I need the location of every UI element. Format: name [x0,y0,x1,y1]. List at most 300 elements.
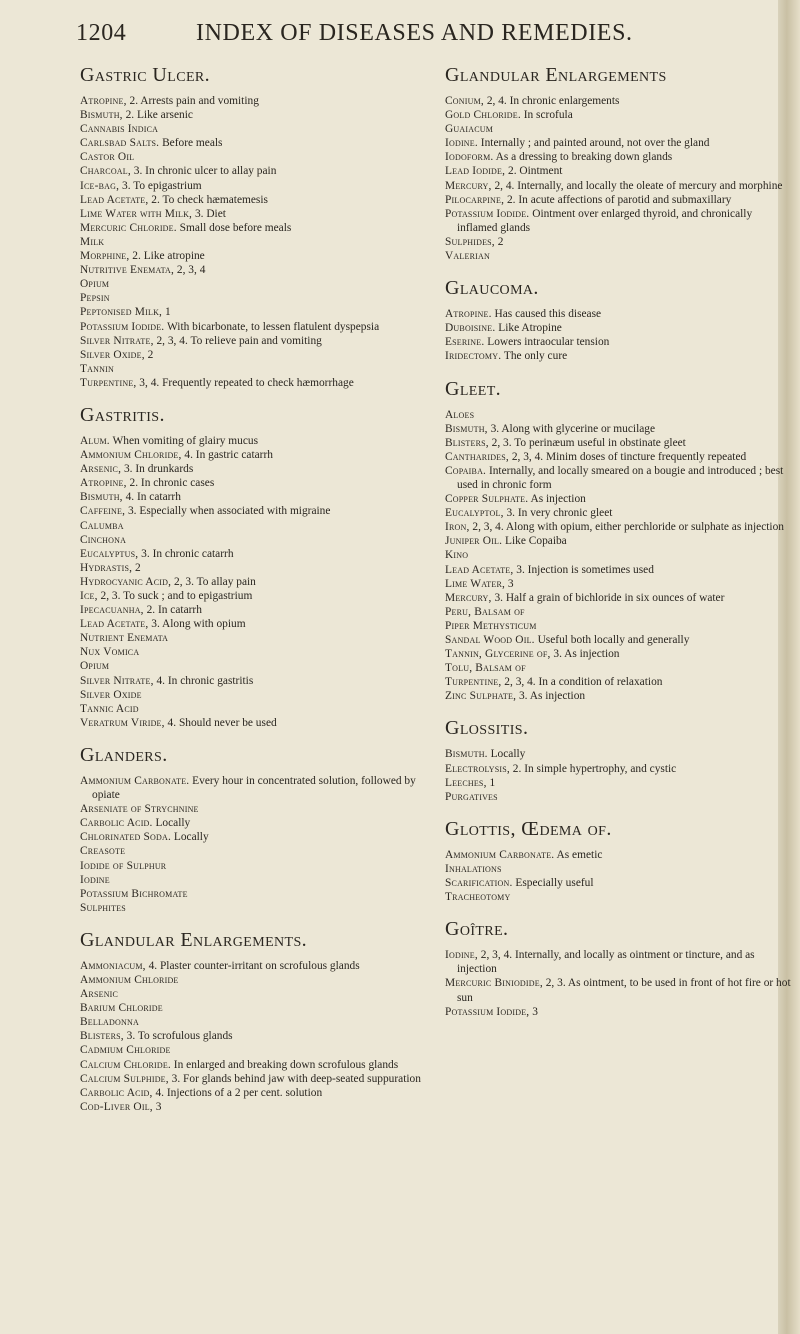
remedy-description: 2. Like atropine [129,250,205,263]
remedy-entry [445,321,795,335]
remedy-description: With bicarbonate, to lessen flatulent dyspepsia [164,320,380,333]
remedy-name: Silver Oxide [80,688,142,701]
remedy-entry [80,1029,430,1043]
section-heading: Goître. [445,918,509,941]
remedy-name: Ice, [80,590,98,602]
remedy-name: Turpentine, [80,376,137,389]
remedy-entry [445,1005,795,1019]
remedy-description: Before meals [159,137,223,150]
remedy-name: Lead Acetate, [445,563,514,576]
remedy-name: Valerian [445,250,490,263]
remedy-name: Ammonium Carbonate. [80,774,190,787]
remedy-name: Bismuth, [80,491,123,504]
section-heading: Glandular Enlargements [445,64,667,86]
remedy-entry [445,335,795,349]
remedy-description: When vomiting of glairy mucus [109,434,259,447]
remedy-entry [80,462,430,476]
remedy-entry [445,563,795,577]
remedy-description: 3. Along with glycerine or mucilage [487,422,656,435]
remedy-name: Silver Nitrate, [80,334,154,347]
remedy-entry [80,249,430,263]
remedy-entry [80,448,430,462]
remedy-entry [80,136,430,150]
remedy-description: 2. In chronic cases [126,477,215,490]
remedy-description: Locally [152,817,191,830]
remedy-entry [80,987,430,1001]
remedy-entry [80,476,430,490]
remedy-entry [80,291,430,305]
remedy-name: Ammonium Chloride, [80,449,182,462]
remedy-description: Lowers intraocular tension [484,336,610,349]
section-heading: Gastritis. [80,403,165,426]
remedy-name: Iridectomy. [445,350,502,363]
remedy-entry [445,122,795,136]
remedy-entry [80,973,430,987]
remedy-entry [445,577,795,591]
remedy-entry [80,1072,430,1086]
remedy-entry [445,619,795,633]
remedy-entry [80,887,430,901]
remedy-name: Duboisine. [445,322,496,335]
remedy-name: Cinchona [80,533,127,546]
remedy-entry [80,617,430,631]
section-heading: Gleet. [445,377,502,400]
remedy-name: Calcium Chloride. [80,1058,171,1071]
remedy-description: 2, 3, 4. To relieve pain and vomiting [153,334,322,347]
remedy-entry [445,436,795,450]
remedy-description: 3 [529,1005,538,1018]
remedy-name: Scarification. [445,877,513,890]
remedy-name: Atropine. [445,308,492,321]
remedy-description: 3. In very chronic gleet [503,507,613,520]
remedy-description: 4. In gastric catarrh [181,449,273,462]
remedy-entry [80,959,430,973]
remedy-name: Lime Water with Milk, [80,207,193,220]
remedy-entry [80,774,430,802]
remedy-name: Tannin, Glycerine of, [445,648,551,661]
section-heading: Glaucoma. [445,277,539,300]
remedy-name: Blisters, [80,1030,124,1043]
remedy-entry [80,830,430,844]
remedy-name: Castor Oil [80,151,135,164]
remedy-entry [80,645,430,659]
remedy-entry [445,506,795,520]
remedy-description: 2, 3, 4. Along with opium, either perchloride or sulphate as injection [469,521,784,534]
remedy-description: 1 [486,776,496,789]
remedy-name: Iodine [80,873,110,886]
remedy-name: Bismuth, [445,422,488,435]
remedy-entry [80,631,430,645]
remedy-entry [80,334,430,348]
remedy-name: Opium [80,660,110,673]
section-glandular-enlargements [80,929,430,1114]
remedy-entry [445,675,795,689]
remedy-entry [80,688,430,702]
remedy-name: Cadmium Chloride [80,1044,171,1057]
section-gastric-ulcer [80,64,430,390]
remedy-entry [80,561,430,575]
remedy-entry [80,504,430,518]
remedy-description: In scrofula [520,109,573,122]
page-number: 1204 [76,20,127,46]
remedy-name: Blisters, [445,436,489,449]
remedy-entry [80,235,430,249]
remedy-name: Belladonna [80,1016,139,1029]
entry-list [80,434,430,730]
remedy-name: Milk [80,235,105,248]
remedy-name: Morphine, [80,250,130,263]
entry-list [80,94,430,390]
remedy-name: Mercury, [445,591,492,604]
section-glandular-enlargements [445,64,795,263]
remedy-name: Nutrient Enemata [80,632,169,645]
remedy-entry [80,603,430,617]
remedy-description: As a dressing to breaking down glands [493,151,673,164]
remedy-name: Copaiba. [445,464,487,477]
entry-list [80,959,430,1114]
remedy-entry [80,589,430,603]
remedy-name: Pepsin [80,292,110,305]
remedy-name: Silver Nitrate, [80,674,154,687]
remedy-entry [445,94,795,108]
remedy-description: 2. In catarrh [143,604,202,617]
section-heading: Glandular Enlargements. [80,928,308,951]
remedy-entry [80,320,430,334]
remedy-description: 4. In chronic gastritis [153,674,254,687]
remedy-name: Purgatives [445,790,498,803]
remedy-entry [445,520,795,534]
remedy-description: 4. Plaster counter-irritant on scrofulous glands [145,959,360,972]
left-column [80,64,430,1128]
remedy-entry [80,221,430,235]
remedy-entry [80,901,430,915]
remedy-name: Sulphites [80,901,126,914]
remedy-description: Useful both locally and generally [534,634,690,646]
remedy-name: Lime Water, [445,577,506,590]
remedy-description: 4. Injections of a 2 per cent. solution [152,1086,323,1099]
remedy-description: 3. For glands behind jaw with deep-seated suppuration [168,1072,421,1085]
remedy-name: Charcoal, [80,165,131,178]
remedy-entry [80,844,430,858]
remedy-name: Ammonium Chloride [80,973,179,986]
remedy-description: 4. In catarrh [122,491,181,504]
remedy-name: Lead Iodide, [445,165,506,178]
remedy-name: Kino [445,549,469,562]
section-heading: Glossitis. [445,717,529,740]
remedy-description: 2 [494,235,504,248]
remedy-name: Potassium Iodide. [80,320,165,333]
remedy-entry [80,547,430,561]
remedy-name: Bismuth. [445,748,488,761]
remedy-name: Tolu, Balsam of [445,662,526,675]
remedy-description: 3. In drunkards [121,463,194,476]
remedy-entry [445,948,795,976]
remedy-description: Locally [171,831,209,844]
remedy-description: 2 [144,348,154,361]
remedy-name: Inhalations [445,862,502,875]
remedy-entry [445,150,795,164]
remedy-entry [445,207,795,235]
remedy-description: 2. In acute affections of parotid and submaxillary [504,193,732,206]
remedy-name: Iodoform. [445,151,494,164]
remedy-entry [445,249,795,263]
remedy-entry [445,548,795,562]
remedy-name: Aloes [445,408,475,421]
remedy-description: Ointment over enlarged thyroid, and chronically inflamed glands [457,207,753,234]
remedy-entry [80,376,430,390]
remedy-entry [80,94,430,108]
remedy-entry [445,661,795,675]
remedy-name: Leeches, [445,776,487,789]
page-header [76,20,776,47]
section-heading: Gastric Ulcer. [80,64,211,86]
remedy-name: Carbolic Acid. [80,817,153,830]
remedy-name: Bismuth, [80,109,123,122]
remedy-name: Arsenic [80,988,119,1001]
remedy-name: Creasote [80,845,126,858]
remedy-name: Nux Vomica [80,646,140,659]
entry-list [445,747,795,803]
remedy-entry [445,762,795,776]
remedy-description: Like Copaiba [502,535,567,548]
remedy-description: 3. As injection [550,648,620,661]
remedy-name: Chlorinated Soda. [80,831,172,844]
remedy-entry [80,207,430,221]
remedy-name: Atropine, [80,95,127,107]
remedy-name: Alum. [80,434,110,447]
remedy-name: Sandal Wood Oil. [445,634,535,646]
remedy-name: Caffeine, [80,505,126,518]
remedy-entry [80,277,430,291]
remedy-name: Gold Chloride. [445,109,521,122]
remedy-entry [80,108,430,122]
remedy-description: 1 [162,306,171,319]
remedy-name: Hydrocyanic Acid, [80,575,172,588]
remedy-description: Especially useful [512,877,594,890]
section-heading: Glanders. [80,743,168,766]
remedy-description: Locally [487,748,526,761]
section-heading: Glottis, Œdema of. [445,817,612,840]
section-gleet [445,378,795,704]
remedy-name: Veratrum Viride, [80,716,165,729]
remedy-entry [80,164,430,178]
remedy-name: Piper Methysticum [445,619,537,632]
remedy-name: Mercuric Chloride. [80,221,177,234]
remedy-entry [445,790,795,804]
remedy-name: Mercuric Biniodide, [445,977,543,990]
remedy-name: Cod-Liver Oil, [80,1100,153,1113]
remedy-description: 2, 3. To perinæum useful in obstinate gleet [488,436,686,449]
remedy-name: Ammonium Carbonate. [445,848,555,861]
remedy-entry [445,349,795,363]
remedy-name: Cannabis Indica [80,123,159,136]
remedy-entry [80,150,430,164]
section-glottis-dema-of [445,818,795,904]
entry-list [80,774,430,915]
remedy-description: 2, 3, 4. In a condition of relaxation [501,676,663,689]
remedy-description: Every hour in concentrated solution, followed by opiate [92,774,416,802]
remedy-name: Silver Oxide, [80,348,145,361]
remedy-description: As injection [528,493,586,506]
remedy-description: 3. In chronic ulcer to allay pain [130,165,277,178]
remedy-name: Iodine. [445,137,478,150]
remedy-entry [445,136,795,150]
remedy-description: 2. Ointment [505,165,563,178]
remedy-entry [445,235,795,249]
remedy-name: Hydrastis, [80,561,133,574]
remedy-name: Mercury, [445,179,492,192]
remedy-description: 3. Especially when associated with migraine [125,505,331,518]
remedy-description: 3. To scrofulous glands [123,1030,233,1043]
running-title: INDEX OF DISEASES AND REMEDIES. [196,20,633,46]
remedy-description: 2, 3. As ointment, to be used in front of hot fire or hot sun [457,977,791,1004]
remedy-name: Calumba [80,519,124,532]
remedy-name: Eucalyptus, [80,547,139,560]
remedy-name: Potassium Iodide, [445,1005,530,1018]
section-gastritis [80,404,430,730]
remedy-name: Nutritive Enemata, [80,264,175,277]
remedy-description: 2, 4. In chronic enlargements [483,95,620,107]
remedy-name: Opium [80,278,110,291]
remedy-description: 2, 3, 4. Minim doses of tincture frequently repeated [508,450,747,463]
remedy-name: Turpentine, [445,676,502,689]
remedy-name: Iron, [445,521,470,534]
remedy-description: 2, 4. Internally, and locally the oleate of mercury and morphine [491,179,783,192]
remedy-description: 2, 3. To suck ; and to epigastrium [97,590,253,602]
remedy-entry [80,533,430,547]
remedy-description: As emetic [554,848,603,861]
remedy-description: Has caused this disease [491,308,602,321]
remedy-description: 3. To epigastrium [119,179,202,192]
remedy-entry [80,305,430,319]
remedy-entry [445,689,795,703]
remedy-name: Sulphides, [445,235,495,248]
remedy-entry [80,1100,430,1114]
remedy-description: 3. As injection [516,690,586,703]
remedy-entry [80,1043,430,1057]
remedy-entry [445,591,795,605]
remedy-description: 2. To check hæmatemesis [148,193,268,206]
remedy-entry [80,1015,430,1029]
remedy-description: 3 [505,577,514,590]
remedy-entry [80,659,430,673]
remedy-entry [445,633,795,647]
remedy-entry [80,1058,430,1072]
remedy-name: Iodide of Sulphur [80,859,167,872]
remedy-name: Lead Acetate, [80,618,149,631]
section-glossitis [445,717,795,803]
remedy-entry [80,434,430,448]
remedy-entry [80,873,430,887]
remedy-entry [445,605,795,619]
remedy-description: 2 [132,561,141,574]
remedy-entry [80,816,430,830]
remedy-entry [445,108,795,122]
remedy-name: Tannin [80,362,114,375]
remedy-entry [445,890,795,904]
remedy-name: Iodine, [445,949,478,962]
remedy-name: Juniper Oil. [445,535,503,548]
remedy-description: Internally, and locally smeared on a bougie and introduced ; best used in chronic form [457,464,784,491]
remedy-description: 2. In simple hypertrophy, and cystic [509,762,677,775]
remedy-name: Tannic Acid [80,702,139,715]
remedy-entry [80,519,430,533]
remedy-name: Copper Sulphate. [445,493,529,506]
remedy-description: 3. Diet [192,207,226,220]
remedy-entry [445,193,795,207]
remedy-entry [80,1086,430,1100]
remedy-name: Carbolic Acid, [80,1086,153,1099]
remedy-name: Tracheotomy [445,891,511,904]
remedy-entry [445,776,795,790]
remedy-description: Internally ; and painted around, not over the gland [477,137,710,150]
remedy-entry [80,263,430,277]
remedy-name: Pilocarpine, [445,193,505,206]
remedy-entry [445,408,795,422]
remedy-name: Ammoniacum, [80,959,146,972]
remedy-name: Potassium Bichromate [80,887,188,900]
remedy-name: Carlsbad Salts. [80,137,160,150]
remedy-entry [445,534,795,548]
remedy-description: 2. Like arsenic [122,109,193,122]
remedy-name: Electrolysis, [445,762,510,775]
remedy-entry [80,674,430,688]
remedy-description: 2. Arrests pain and vomiting [126,95,259,107]
remedy-entry [80,575,430,589]
remedy-name: Barium Chloride [80,1002,163,1015]
remedy-name: Potassium Iodide. [445,207,530,220]
remedy-description: 3. Half a grain of bichloride in six ounces of water [491,591,725,604]
remedy-name: Calcium Sulphide, [80,1072,169,1085]
remedy-description: 3. Along with opium [148,618,246,631]
remedy-name: Peru, Balsam of [445,605,525,618]
remedy-name: Zinc Sulphate, [445,690,517,703]
remedy-entry [445,862,795,876]
entry-list [445,848,795,904]
remedy-entry [445,647,795,661]
entry-list [445,94,795,263]
section-glanders [80,744,430,915]
remedy-entry [445,848,795,862]
remedy-entry [80,1001,430,1015]
remedy-name: Eserine. [445,336,485,349]
right-column [445,64,795,1033]
section-glaucoma [445,277,795,363]
remedy-entry [445,422,795,436]
remedy-description: Like Atropine [495,322,562,335]
remedy-description: 4. Should never be used [164,716,277,729]
remedy-description: 2, 3. To allay pain [171,575,256,588]
remedy-description: 2, 3, 4 [174,264,206,277]
remedy-entry [445,492,795,506]
entry-list [445,307,795,363]
remedy-name: Ice-bag, [80,179,120,192]
entry-list [445,948,795,1018]
remedy-name: Arsenic, [80,463,122,476]
remedy-entry [80,122,430,136]
remedy-name: Guaiacum [445,123,494,136]
remedy-entry [80,348,430,362]
remedy-name: Ipecacuanha, [80,604,144,617]
remedy-entry [445,747,795,761]
remedy-name: Conium, [445,95,484,107]
remedy-entry [445,876,795,890]
remedy-entry [445,179,795,193]
remedy-description: The only cure [501,350,568,363]
remedy-description: 3 [152,1100,162,1113]
remedy-name: Eucalyptol, [445,507,504,520]
remedy-entry [445,464,795,492]
